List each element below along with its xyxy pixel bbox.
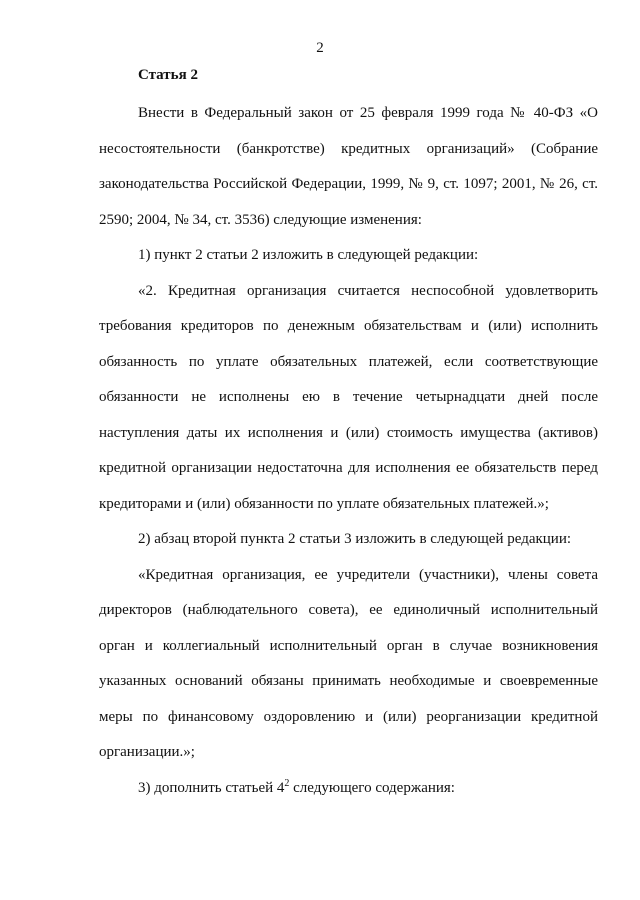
paragraph-quote-1: «2. Кредитная организация считается неспособной удовлетворить требования кредиторов по денежным обязательствам и (или) исполнить обязанность по уплате обязательных платежей, если соответствующие обязанности не исполнены ею в течение четырнадцати дней после наступления даты их исполнения и (или) стоимость имущества (активов) кредитной организации недостаточна для исполнения ее обязательств перед кредиторами и (или) обязанности по уплате обязательных платежей.»;: [99, 282, 598, 512]
paragraph-intro: Внести в Федеральный закон от 25 февраля 1999 года № 40-ФЗ «О несостоятельности (банкротстве) кредитных организаций» (Собрание законодательства Российской Федерации, 1999, № 9, ст. 1097; 2001, № 26, ст. 2590; 2004, № 34, ст. 3536) следующие изменения:: [99, 105, 598, 228]
paragraph-item-2: 2) абзац второй пункта 2 статьи 3 изложить в следующей редакции:: [138, 531, 572, 547]
item-3-text-start: 3) дополнить статьей 4: [138, 779, 285, 796]
item-3-text-end: следующего содержания:: [289, 779, 455, 796]
page-number: 2: [316, 40, 324, 56]
article-number-superscript: 2: [284, 777, 290, 789]
document-body: [99, 96, 598, 806]
paragraph-quote-2: «Кредитная организация, ее учредители (участники), члены совета директоров (наблюдательного совета), ее единоличный исполнительный орган и коллегиальный исполнительный орган в случае возникновения указанных оснований обязаны принимать необходимые и своевременные меры по финансовому оздоровлению и (или) реорганизации кредитной организации.»;: [99, 566, 598, 760]
paragraph-item-3: [99, 771, 598, 807]
article-heading: Статья 2: [138, 67, 198, 83]
paragraph-item-1: 1) пункт 2 статьи 2 изложить в следующей редакции:: [138, 247, 479, 263]
